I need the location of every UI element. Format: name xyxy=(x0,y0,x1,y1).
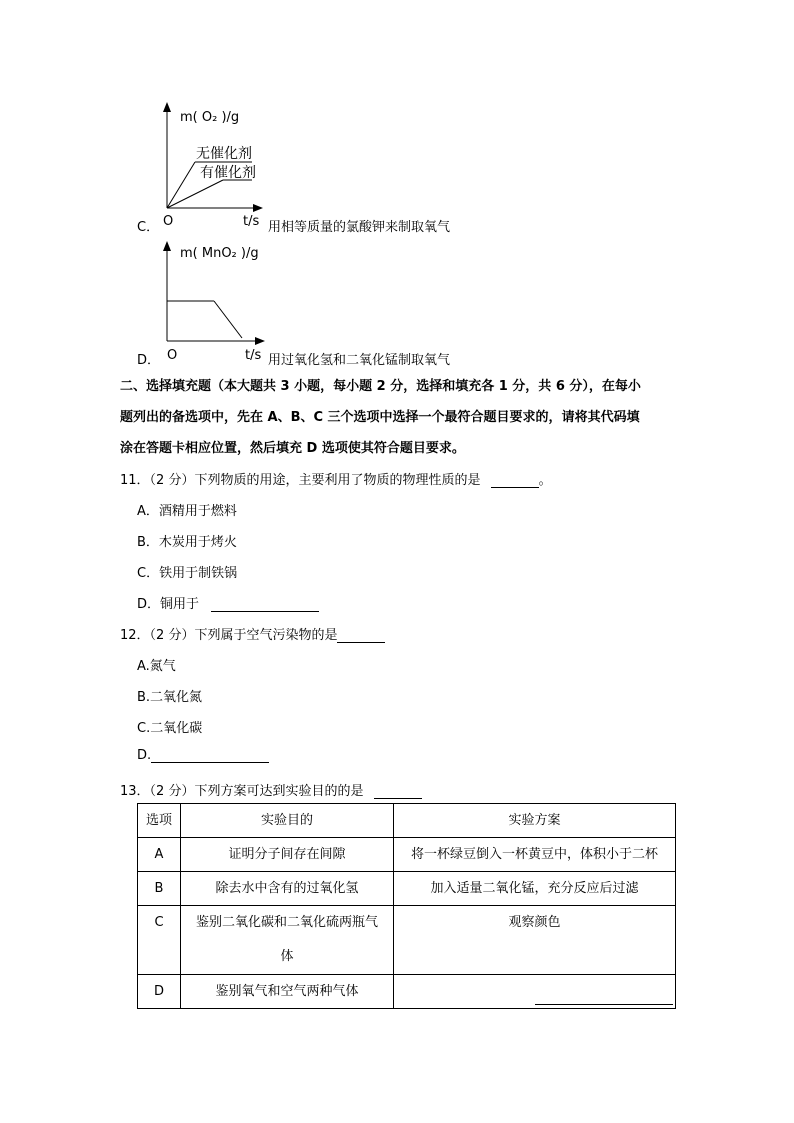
q12-option-b: B.二氧化氮 xyxy=(137,690,203,705)
q12-option-d-line xyxy=(137,748,269,763)
table-row xyxy=(138,906,676,975)
graph-c-x-label: t/s xyxy=(243,214,260,229)
q12-stem-line xyxy=(120,624,385,643)
graph-d-origin: O xyxy=(167,348,178,363)
graph-d-caption: 用过氧化氢和二氧化锰制取氧气 xyxy=(268,353,451,368)
q11-option-b: B．木炭用于烤火 xyxy=(137,535,237,550)
section2-line3: 涂在答题卡相应位置，然后填充 D 选项使其符合题目要求。 xyxy=(120,441,465,456)
q11-stem-line xyxy=(120,469,552,488)
q11-option-d-line xyxy=(137,593,319,612)
row-d-goal: 鉴别氧气和空气两种气体 xyxy=(181,975,394,1009)
graph-c-x-arrow xyxy=(253,204,263,212)
graph-d-decline-line xyxy=(214,301,242,338)
row-b-option: B xyxy=(138,872,181,906)
graph-c-y-arrow xyxy=(163,102,171,112)
q12-stem: 12．（2 分）下列属于空气污染物的是 xyxy=(120,628,338,643)
row-c-goal-line1: 鉴别二氧化碳和二氧化硫两瓶气 xyxy=(195,915,378,930)
section2-line1: 二、选择填充题（本大题共 3 小题，每小题 2 分，选择和填充各 1 分，共 6 分），在每小 xyxy=(120,379,641,394)
row-c-goal-line2: 体 xyxy=(280,949,294,964)
table-row xyxy=(138,838,676,872)
row-a-goal: 证明分子间存在间隙 xyxy=(181,838,394,872)
q13-stem: 13．（2 分）下列方案可达到实验目的的是 xyxy=(120,784,364,799)
row-c-plan: 观察颜色 xyxy=(394,906,676,975)
header-plan: 实验方案 xyxy=(394,804,676,838)
q11-stem: 11．（2 分）下列物质的用途，主要利用了物质的物理性质的是 xyxy=(120,473,481,488)
q12-option-d: D. xyxy=(137,748,152,763)
graph-d-option-letter: D． xyxy=(137,353,161,368)
graph-c-y-label: m( O₂ )/g xyxy=(180,110,240,125)
table-header-row xyxy=(138,804,676,838)
table-row xyxy=(138,872,676,906)
graph-c-caption: 用相等质量的氯酸钾来制取氧气 xyxy=(268,220,451,235)
table-row xyxy=(138,975,676,1009)
row-b-plan: 加入适量二氧化锰，充分反应后过滤 xyxy=(394,872,676,906)
q11-option-d: D．铜用于 xyxy=(137,597,200,612)
row-d-option: D xyxy=(138,975,181,1009)
graph-c xyxy=(150,100,480,235)
q11-option-a: A．酒精用于燃料 xyxy=(137,504,237,519)
row-a-option: A xyxy=(138,838,181,872)
row-c-option: C xyxy=(138,906,181,975)
q12-option-d-blank[interactable] xyxy=(151,748,269,763)
q11-option-c: C．铁用于制铁锅 xyxy=(137,566,238,581)
graph-c-origin: O xyxy=(163,214,174,229)
row-d-plan-cell xyxy=(394,975,676,1009)
q11-option-d-blank[interactable] xyxy=(211,597,319,612)
q12-option-a: A.氮气 xyxy=(137,659,176,674)
q13-answer-blank[interactable] xyxy=(374,784,422,799)
graph-c-option-letter: C． xyxy=(137,220,160,235)
q12-answer-blank[interactable] xyxy=(337,628,385,643)
header-option: 选项 xyxy=(138,804,181,838)
graph-d-y-label: m( MnO₂ )/g xyxy=(180,246,259,261)
section2-line2: 题列出的备选项中，先在 A、B、C 三个选项中选择一个最符合题目要求的，请将其代码填 xyxy=(120,410,640,425)
graph-c-label-no-catalyst: 无催化剂 xyxy=(196,146,252,162)
graph-c-label-with-catalyst: 有催化剂 xyxy=(200,165,256,181)
row-d-plan-blank[interactable] xyxy=(535,990,673,1005)
row-a-plan: 将一杯绿豆倒入一杯黄豆中，体积小于二杯 xyxy=(394,838,676,872)
graph-d-y-arrow xyxy=(163,241,171,251)
q12-option-c: C.二氧化碳 xyxy=(137,721,203,736)
q13-stem-line xyxy=(120,780,422,799)
row-b-goal: 除去水中含有的过氧化氢 xyxy=(181,872,394,906)
header-goal: 实验目的 xyxy=(181,804,394,838)
graph-d-x-arrow xyxy=(255,337,265,345)
q11-answer-blank[interactable] xyxy=(491,473,539,488)
q11-end: 。 xyxy=(538,473,552,488)
q13-experiment-table xyxy=(137,803,676,1009)
row-c-goal xyxy=(181,906,394,975)
graph-d-x-label: t/s xyxy=(245,348,262,363)
